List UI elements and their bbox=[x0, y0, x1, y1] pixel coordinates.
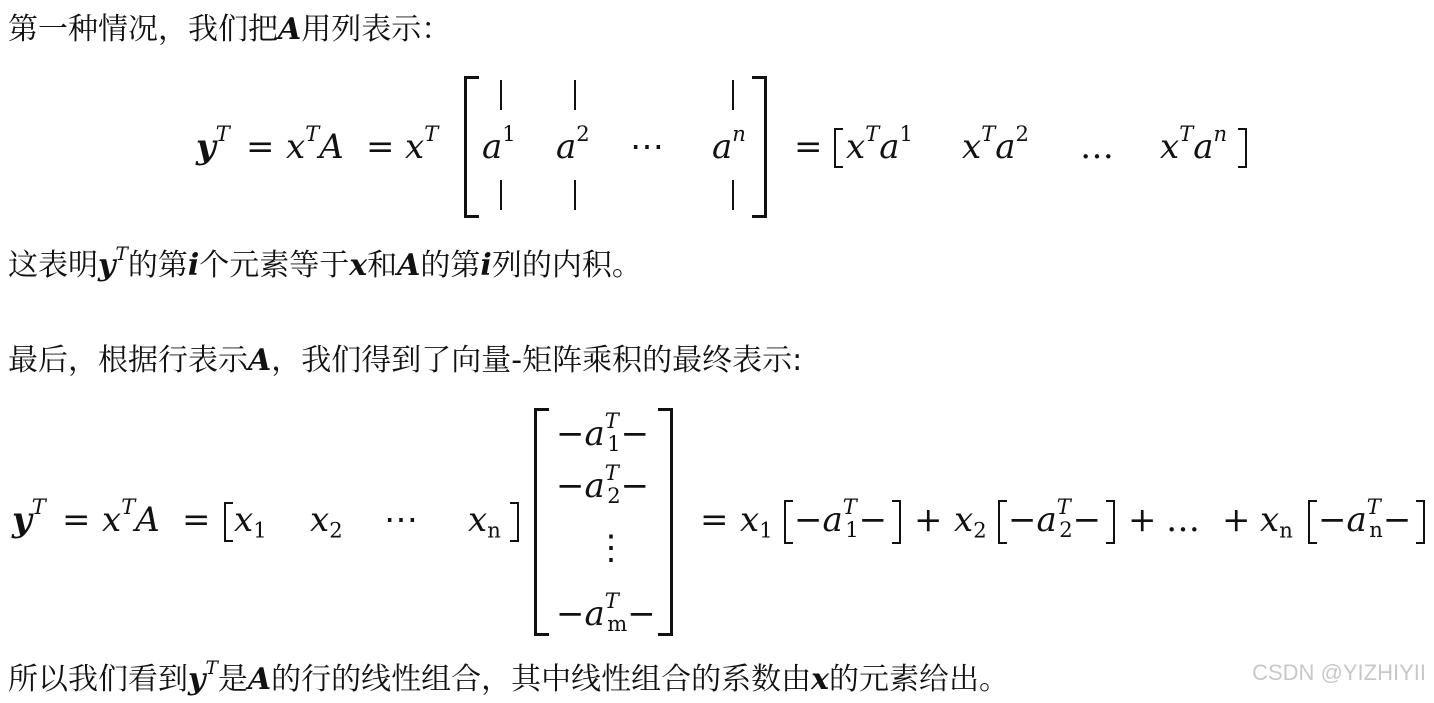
eq2-equals-3: = bbox=[700, 500, 729, 540]
col-dots: ⋯ bbox=[630, 127, 664, 167]
rhs-term-1: $x^Ta^1$ bbox=[846, 121, 913, 167]
result-line-1 bbox=[8, 246, 642, 286]
var-A: A bbox=[248, 343, 272, 378]
col-bar bbox=[732, 80, 734, 110]
plus-3: + bbox=[1222, 500, 1251, 540]
conc-mid2: 的行的线性组合，其中线性组合的系数由 bbox=[271, 662, 812, 697]
sum-a2: $-a^T_2-$ bbox=[1008, 494, 1102, 543]
conc-prefix: 所以我们看到 bbox=[8, 662, 188, 697]
sum-bracket-r bbox=[892, 500, 901, 544]
row-vdots: ⋮ bbox=[594, 528, 628, 568]
result1-mid4: 的第 bbox=[420, 248, 481, 283]
result1-mid3: 和 bbox=[367, 248, 398, 283]
var-i: i bbox=[480, 248, 492, 283]
conclusion-line bbox=[8, 660, 1009, 700]
plus-1: + bbox=[914, 500, 943, 540]
var-A: A bbox=[397, 248, 421, 283]
final-line bbox=[8, 341, 802, 381]
eq1-lhs: $y^T$ bbox=[196, 121, 230, 167]
final-suffix: ，我们得到了向量-矩阵乘积的最终表示: bbox=[271, 343, 803, 378]
var-y: y bbox=[188, 662, 206, 697]
row-vec-right-bracket bbox=[510, 502, 519, 542]
row-a1: $-a^T_1-$ bbox=[556, 408, 650, 457]
eq2-equals-1: = bbox=[62, 500, 91, 540]
final-prefix: 最后，根据行表示 bbox=[8, 343, 248, 378]
intro-suffix: 用列表示： bbox=[301, 12, 452, 47]
col-a2: $a^2$ bbox=[556, 121, 590, 167]
col-bar bbox=[500, 180, 502, 210]
var-A: A bbox=[278, 12, 302, 47]
var-x: x bbox=[811, 662, 830, 697]
rhs-term-n: $x^Ta^n$ bbox=[1160, 121, 1228, 167]
var-A: A bbox=[247, 662, 272, 697]
watermark: CSDN @YIZHIYII bbox=[1252, 660, 1426, 685]
row-xn: $x_n$ bbox=[468, 500, 501, 543]
sum-bracket-r bbox=[1106, 500, 1115, 544]
rhs-term-2: $x^Ta^2$ bbox=[962, 121, 1029, 167]
sum-xn: $x_n$ bbox=[1260, 500, 1293, 543]
eq2-left-bracket bbox=[534, 408, 549, 636]
row-dots: ⋯ bbox=[384, 500, 418, 540]
row-vec-left-bracket bbox=[224, 502, 233, 542]
intro-prefix: 第一种情况，我们把 bbox=[8, 12, 278, 47]
conc-mid1: 是 bbox=[217, 662, 248, 697]
col-bar bbox=[500, 80, 502, 110]
eq2-lhs: $y^T$ bbox=[12, 494, 46, 540]
row-a2: $-a^T_2-$ bbox=[556, 460, 650, 509]
col-a1: $a^1$ bbox=[482, 121, 516, 167]
col-an: $a^n$ bbox=[712, 121, 746, 167]
sum-bracket-l bbox=[1308, 500, 1317, 544]
sum-bracket-r bbox=[1416, 500, 1425, 544]
col-bar bbox=[574, 80, 576, 110]
conc-suffix: 的元素给出。 bbox=[829, 662, 1010, 697]
eq1-equals-1: = bbox=[246, 127, 275, 167]
sum-a1: $-a^T_1-$ bbox=[794, 494, 888, 543]
eq1-rhs-right-bracket bbox=[1238, 128, 1247, 168]
eq1-equals-3: = bbox=[794, 127, 823, 167]
eq2-equals-2: = bbox=[182, 500, 211, 540]
sum-bracket-l bbox=[784, 500, 793, 544]
eq2-xTA: $x^TA$ bbox=[102, 494, 160, 540]
eq1-equals-2: = bbox=[366, 127, 395, 167]
rhs-dots: … bbox=[1080, 127, 1114, 167]
row-am: $-a^T_m-$ bbox=[556, 588, 656, 637]
sup-T: T bbox=[205, 658, 218, 680]
var-x: x bbox=[349, 248, 368, 283]
intro-line bbox=[8, 10, 451, 50]
sum-an: $-a^T_n-$ bbox=[1318, 494, 1412, 543]
eq1-xTA: $x^TA$ bbox=[286, 121, 344, 167]
sum-x1: $x_1$ bbox=[740, 500, 773, 543]
var-y: y bbox=[98, 248, 116, 283]
sum-x2: $x_2$ bbox=[954, 500, 987, 543]
row-x1: $x_1$ bbox=[234, 500, 267, 543]
eq1-left-bracket bbox=[464, 76, 479, 218]
eq1-rhs-left-bracket bbox=[834, 128, 843, 168]
result1-prefix: 这表明 bbox=[8, 248, 98, 283]
result1-suffix: 列的内积。 bbox=[491, 248, 642, 283]
sum-bracket-l bbox=[998, 500, 1007, 544]
sup-T: T bbox=[115, 244, 128, 266]
col-bar bbox=[732, 180, 734, 210]
eq1-xT: $x^T$ bbox=[405, 121, 439, 167]
result1-mid1: 的第 bbox=[127, 248, 188, 283]
var-i: i bbox=[187, 248, 200, 283]
result1-mid2: 个元素等于 bbox=[199, 248, 350, 283]
col-bar bbox=[574, 180, 576, 210]
row-x2: $x_2$ bbox=[310, 500, 343, 543]
eq2-right-bracket bbox=[658, 408, 673, 636]
eq1-right-bracket bbox=[752, 76, 767, 218]
sum-dots: … bbox=[1166, 500, 1200, 540]
plus-2: + bbox=[1128, 500, 1157, 540]
